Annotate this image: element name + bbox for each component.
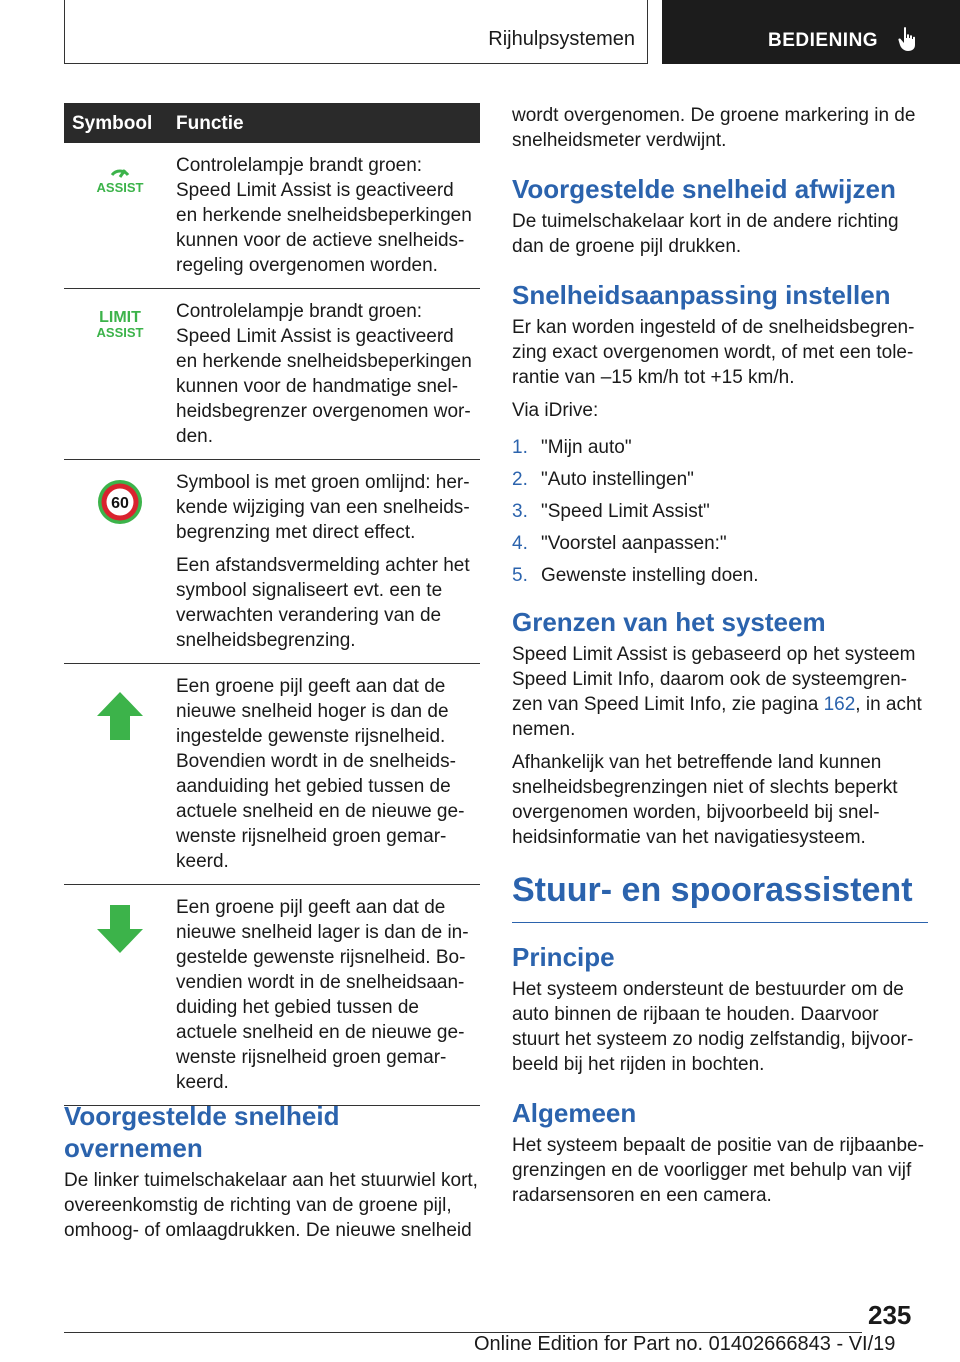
function-text: Controlelampje brandt groen: Speed Limit Assist is geactiveerd en herkende snelheidsbeperkingen kunnen voor de actieve snelheidsregeling overgenomen worden.	[176, 155, 472, 276]
function-cell	[176, 885, 480, 1106]
main-heading-block	[512, 870, 928, 923]
via-idrive-text: Via iDrive:	[512, 400, 599, 421]
step-text: "Speed Limit Assist"	[541, 501, 710, 522]
left-lower-section	[64, 1100, 480, 1251]
idrive-steps	[512, 435, 928, 588]
col-header-symbol: Symbool	[64, 103, 176, 143]
continuation-text: wordt overgenomen. De groene markering in de snelheidsmeter verdwijnt.	[512, 105, 916, 151]
function-text: Controlelampje brandt groen: Speed Limit Assist is geactiveerd en herkende snelheidsbeperkingen kunnen voor de handmatige snelheidsbegrenzer overgenomen worden.	[176, 301, 472, 447]
limit-icon-label: LIMIT	[99, 309, 141, 326]
adjust-text: Er kan worden ingesteld of de snelheidsbegrenzing exact overgenomen wordt, of met een tolerantie van –15 km/h tot +15 km/h.	[512, 317, 915, 388]
function-text: Een groene pijl geeft aan dat de nieuwe snelheid hoger is dan de ingestelde gewenste rijsnelheid. Bovendien wordt in de snelheidsaanduiding het gebied tussen de actuele snelheid en de nieuwe gewenste rijsnelheid groen gemarkeerd.	[176, 676, 465, 872]
table-row	[64, 289, 480, 460]
heading-accept-speed: Voorgestelde snelheid overnemen	[64, 1101, 340, 1163]
function-text: Een groene pijl geeft aan dat de nieuwe snelheid lager is dan de ingestelde gewenste rijsnelheid. Bovendien wordt in de snelheidsaanduiding het gebied tussen de actuele snelheid en de nieuwe gewenste rijsnelheid groen gemarkeerd.	[176, 897, 469, 1093]
principle-text: Het systeem ondersteunt de bestuurder om de auto binnen de rijbaan te houden. Daarvoor stuurt het systeem zo nodig zelfstandig, bijvoorbeeld bij het rijden in bochten.	[512, 979, 914, 1075]
chapter-tab	[662, 0, 960, 64]
page-number: 235	[868, 1300, 912, 1330]
function-cell	[176, 289, 480, 460]
function-cell	[176, 460, 480, 664]
symbol-cell	[64, 885, 176, 1106]
speed-limit-60-green-ring-icon	[96, 478, 144, 526]
assist-icon-label: ASSIST	[96, 180, 144, 195]
step-text: "Voorstel aanpassen:"	[541, 533, 727, 554]
step-number: 3.	[512, 501, 528, 522]
list-item	[512, 435, 928, 460]
assist-green-icon	[90, 161, 150, 195]
page-reference-link[interactable]: 162	[823, 694, 856, 715]
symbol-cell	[64, 460, 176, 664]
edition-text: Online Edition for Part no. 01402666843 - VI/19	[474, 1333, 896, 1355]
col-header-function: Functie	[176, 103, 480, 143]
running-header-section	[64, 0, 648, 64]
table-row	[64, 460, 480, 664]
section-title: Rijhulpsystemen	[488, 28, 635, 50]
step-text: "Auto instellingen"	[541, 469, 694, 490]
deviate-text: De tuimelschakelaar kort in de andere richting dan de groene pijl drukken.	[512, 211, 899, 257]
right-column	[512, 103, 928, 1216]
limit-assist-green-icon	[90, 307, 150, 341]
limits-text	[512, 642, 928, 742]
function-cell	[176, 664, 480, 885]
step-text: Gewenste instelling doen.	[541, 565, 759, 586]
step-number: 2.	[512, 469, 528, 490]
step-text: "Mijn auto"	[541, 437, 632, 458]
chapter-title: BEDIENING	[768, 30, 879, 51]
heading-deviate: Voorgestelde snelheid afwijzen	[512, 174, 896, 204]
heading-principle: Principe	[512, 942, 615, 972]
list-item	[512, 499, 928, 524]
table-header-row	[64, 103, 480, 143]
symbol-cell	[64, 143, 176, 289]
symbol-cell	[64, 289, 176, 460]
function-text: Symbool is met groen omlijnd: herkende wijziging van een snelheidsbegrenzing met direct effect.	[176, 472, 470, 543]
table-row	[64, 664, 480, 885]
list-item	[512, 563, 928, 588]
symbol-table	[64, 103, 480, 1106]
list-item	[512, 467, 928, 492]
heading-limits: Grenzen van het systeem	[512, 607, 826, 637]
heading-adjust: Snelheidsaanpassing instellen	[512, 280, 891, 310]
green-arrow-up-icon	[97, 692, 143, 740]
function-cell	[176, 143, 480, 289]
green-arrow-down-icon	[97, 905, 143, 953]
table-row	[64, 885, 480, 1106]
heading-general: Algemeen	[512, 1098, 637, 1128]
step-number: 5.	[512, 565, 528, 586]
assist-icon-label: ASSIST	[96, 325, 144, 340]
general-text: Het systeem bepaalt de positie van de rijbaanbegrenzingen en de voorligger met behulp van vijf radarsensoren en een camera.	[512, 1135, 924, 1206]
accept-speed-text: De linker tuimelschakelaar aan het stuurwiel kort, overeenkomstig de richting van de groene pijl, omhoog- of omlaagdrukken. De nieuwe snelheid	[64, 1170, 478, 1241]
main-heading: Stuur- en spoorassistent	[512, 871, 913, 909]
limits-text-part: Speed Limit Assist is gebaseerd op het systeem Speed Limit Info, daarom ook de systeemgrenzen van Speed Limit Info, zie pagina	[512, 644, 916, 715]
limits-text-2: Afhankelijk van het betreffende land kunnen snelheidsbegrenzingen niet of slechts beperkt overgenomen worden, bijvoorbeeld bij snelheidsinformatie van het navigatiesysteem.	[512, 752, 898, 848]
step-number: 4.	[512, 533, 528, 554]
speed-sign-value: 60	[111, 495, 129, 512]
symbol-cell	[64, 664, 176, 885]
step-number: 1.	[512, 437, 528, 458]
function-text: Een afstandsvermelding achter het symbool signaliseert evt. een te verwachten verandering van de snelheidsbegrenzing.	[176, 555, 470, 651]
limits-text-part: , in acht nemen.	[512, 694, 922, 740]
list-item	[512, 531, 928, 556]
hand-pointer-icon	[898, 26, 922, 52]
table-row	[64, 143, 480, 289]
